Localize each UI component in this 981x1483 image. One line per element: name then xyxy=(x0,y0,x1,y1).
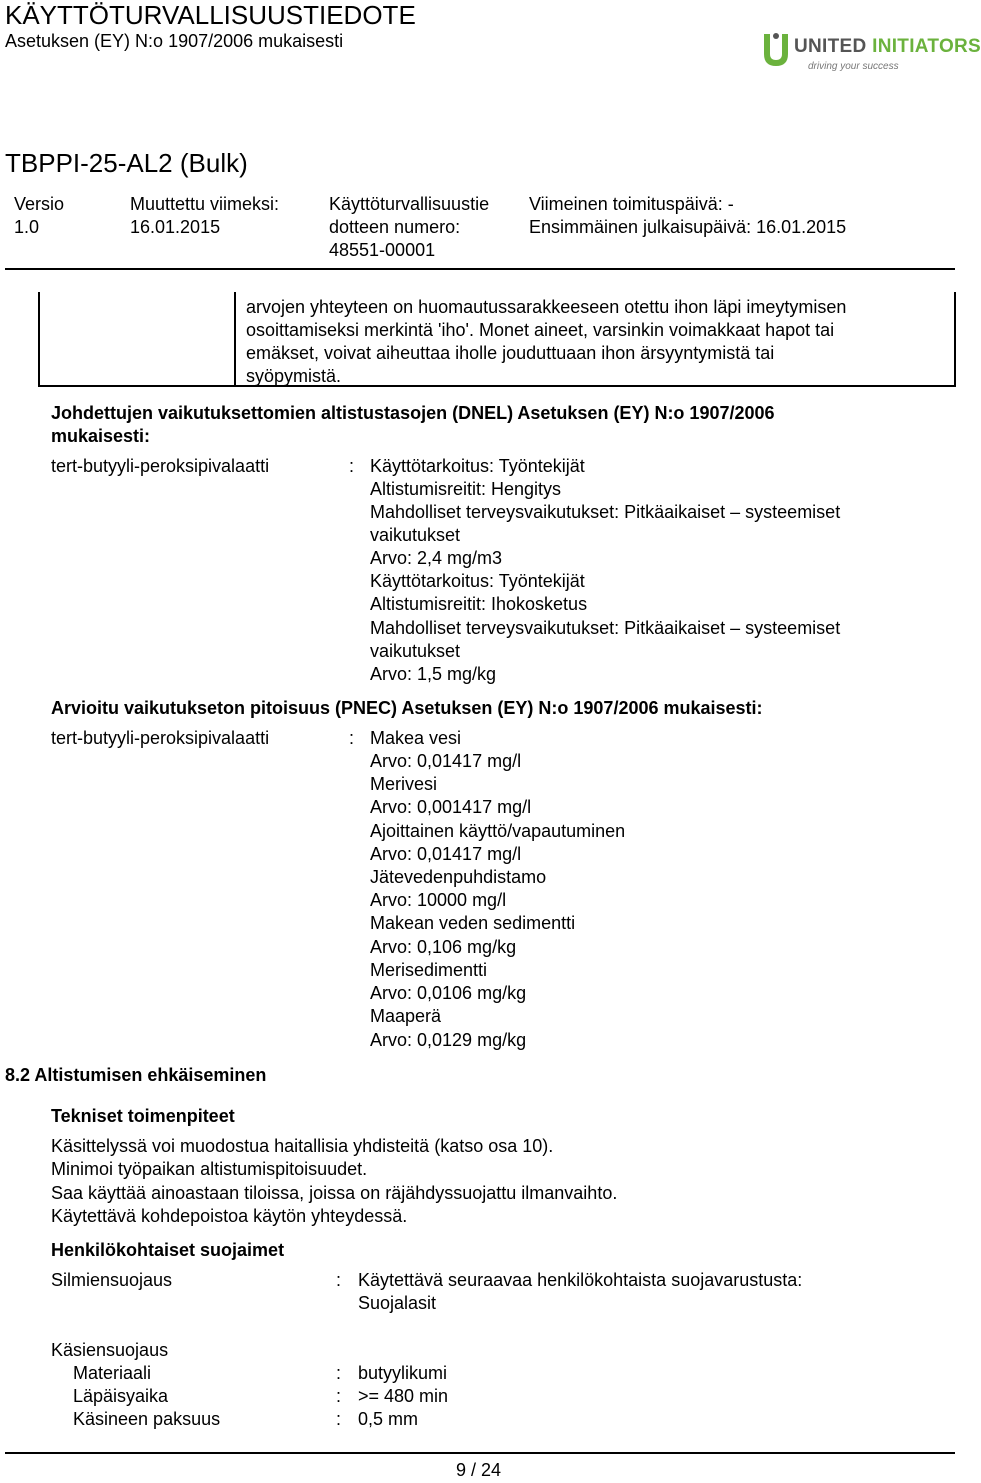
product-name: TBPPI-25-AL2 (Bulk) xyxy=(5,148,248,178)
glove-material-colon: : xyxy=(336,1363,342,1383)
pnec-line: Arvo: 0,0106 mg/kg xyxy=(370,983,527,1003)
pnec-line: Makea vesi xyxy=(370,728,462,748)
dnel-line: Mahdolliset terveysvaikutukset: Pitkäaikaiset – systeemiset xyxy=(370,618,841,638)
pnec-line: Merivesi xyxy=(370,774,438,794)
pnec-substance: tert-butyyli-peroksipivalaatti xyxy=(51,728,270,748)
glove-thickness-colon: : xyxy=(336,1409,342,1429)
document-subtitle: Asetuksen (EY) N:o 1907/2006 mukaisesti xyxy=(5,31,344,51)
box-text-line: syöpymistä. xyxy=(246,366,342,386)
dnel-line: Altistumisreitit: Ihokosketus xyxy=(370,594,588,614)
logo-mark-icon xyxy=(758,28,794,72)
pnec-line: Ajoittainen käyttö/vapautuminen xyxy=(370,821,626,841)
pnec-line: Arvo: 0,01417 mg/l xyxy=(370,751,522,771)
document-title: KÄYTTÖTURVALLISUUSTIEDOTE xyxy=(5,0,416,30)
sds-number-label-2: dotteen numero: xyxy=(329,217,461,237)
box-border-left xyxy=(38,292,40,385)
pnec-heading: Arvioitu vaikutukseton pitoisuus (PNEC) Asetuksen (EY) N:o 1907/2006 mukaisesti: xyxy=(51,698,763,718)
ppe-heading: Henkilökohtaiset suojaimet xyxy=(51,1240,285,1260)
pnec-colon: : xyxy=(349,728,355,748)
revised-label: Muuttettu viimeksi: xyxy=(130,194,280,214)
logo-tagline: driving your success xyxy=(808,61,899,72)
box-border-right xyxy=(954,292,956,385)
box-text-line: osoittamiseksi merkintä 'iho'. Monet aineet, varsinkin voimakkaat hapot tai xyxy=(246,320,835,340)
technical-line: Saa käyttää ainoastaan tiloissa, joissa on räjähdyssuojattu ilmanvaihto. xyxy=(51,1183,618,1203)
pnec-line: Jätevedenpuhdistamo xyxy=(370,867,547,887)
dnel-line: Arvo: 2,4 mg/m3 xyxy=(370,548,503,568)
breakthrough-time-value: >= 480 min xyxy=(358,1386,449,1406)
dnel-line: Käyttötarkoitus: Työntekijät xyxy=(370,571,585,591)
box-border-middle xyxy=(234,292,236,385)
dnel-line: Käyttötarkoitus: Työntekijät xyxy=(370,456,585,476)
pnec-line: Makean veden sedimentti xyxy=(370,913,576,933)
dnel-line: vaikutukset xyxy=(370,525,461,545)
technical-line: Minimoi työpaikan altistumispitoisuudet. xyxy=(51,1159,368,1179)
pnec-line: Arvo: 10000 mg/l xyxy=(370,890,507,910)
breakthrough-time-label: Läpäisyaika xyxy=(73,1386,169,1406)
box-border-bottom xyxy=(38,385,956,387)
first-issue-date: Ensimmäinen julkaisupäivä: 16.01.2015 xyxy=(529,217,847,237)
technical-measures-heading: Tekniset toimenpiteet xyxy=(51,1106,235,1126)
revised-value: 16.01.2015 xyxy=(130,217,221,237)
dnel-colon: : xyxy=(349,456,355,476)
pnec-line: Arvo: 0,0129 mg/kg xyxy=(370,1030,527,1050)
version-value: 1.0 xyxy=(14,217,40,237)
footer-divider xyxy=(5,1452,955,1454)
dnel-heading-cont: mukaisesti: xyxy=(51,426,151,446)
dnel-line: Arvo: 1,5 mg/kg xyxy=(370,664,497,684)
page-number: 9 / 24 xyxy=(456,1460,502,1480)
glove-material-label: Materiaali xyxy=(73,1363,152,1383)
last-issue-date: Viimeinen toimituspäivä: - xyxy=(529,194,734,214)
united-initiators-logo xyxy=(758,28,981,78)
dnel-line: Altistumisreitit: Hengitys xyxy=(370,479,562,499)
glove-thickness-label: Käsineen paksuus xyxy=(73,1409,221,1429)
hand-protection-label: Käsiensuojaus xyxy=(51,1340,169,1360)
box-text-line: emäkset, voivat aiheuttaa iholle jouduttuaan ihon ärsyyntymistä tai xyxy=(246,343,775,363)
sds-number-label-1: Käyttöturvallisuustie xyxy=(329,194,490,214)
technical-line: Käytettävä kohdepoistoa käytön yhteydessä. xyxy=(51,1206,408,1226)
section-8-2-heading: 8.2 Altistumisen ehkäiseminen xyxy=(5,1065,267,1085)
dnel-line: vaikutukset xyxy=(370,641,461,661)
eye-protection-label: Silmiensuojaus xyxy=(51,1270,173,1290)
eye-protection-colon: : xyxy=(336,1270,342,1290)
sds-number-value: 48551-00001 xyxy=(329,240,436,260)
pnec-line: Maaperä xyxy=(370,1006,442,1026)
logo-name: UNITED INITIATORS xyxy=(794,36,981,57)
breakthrough-time-colon: : xyxy=(336,1386,342,1406)
dnel-substance: tert-butyyli-peroksipivalaatti xyxy=(51,456,270,476)
version-label: Versio xyxy=(14,194,65,214)
technical-line: Käsittelyssä voi muodostua haitallisia yhdisteitä (katso osa 10). xyxy=(51,1136,554,1156)
pnec-line: Merisedimentti xyxy=(370,960,488,980)
glove-material-value: butyylikumi xyxy=(358,1363,448,1383)
pnec-line: Arvo: 0,001417 mg/l xyxy=(370,797,532,817)
pnec-line: Arvo: 0,106 mg/kg xyxy=(370,937,517,957)
eye-protection-value: Käytettävä seuraavaa henkilökohtaista suojavarustusta: xyxy=(358,1270,803,1290)
eye-protection-value-cont: Suojalasit xyxy=(358,1293,437,1313)
dnel-heading: Johdettujen vaikutuksettomien altistustasojen (DNEL) Asetuksen (EY) N:o 1907/2006 xyxy=(51,403,775,423)
box-text-line: arvojen yhteyteen on huomautussarakkeeseen otettu ihon läpi imeytymisen xyxy=(246,297,847,317)
glove-thickness-value: 0,5 mm xyxy=(358,1409,419,1429)
dnel-line: Mahdolliset terveysvaikutukset: Pitkäaikaiset – systeemiset xyxy=(370,502,841,522)
header-divider xyxy=(5,268,955,270)
pnec-line: Arvo: 0,01417 mg/l xyxy=(370,844,522,864)
